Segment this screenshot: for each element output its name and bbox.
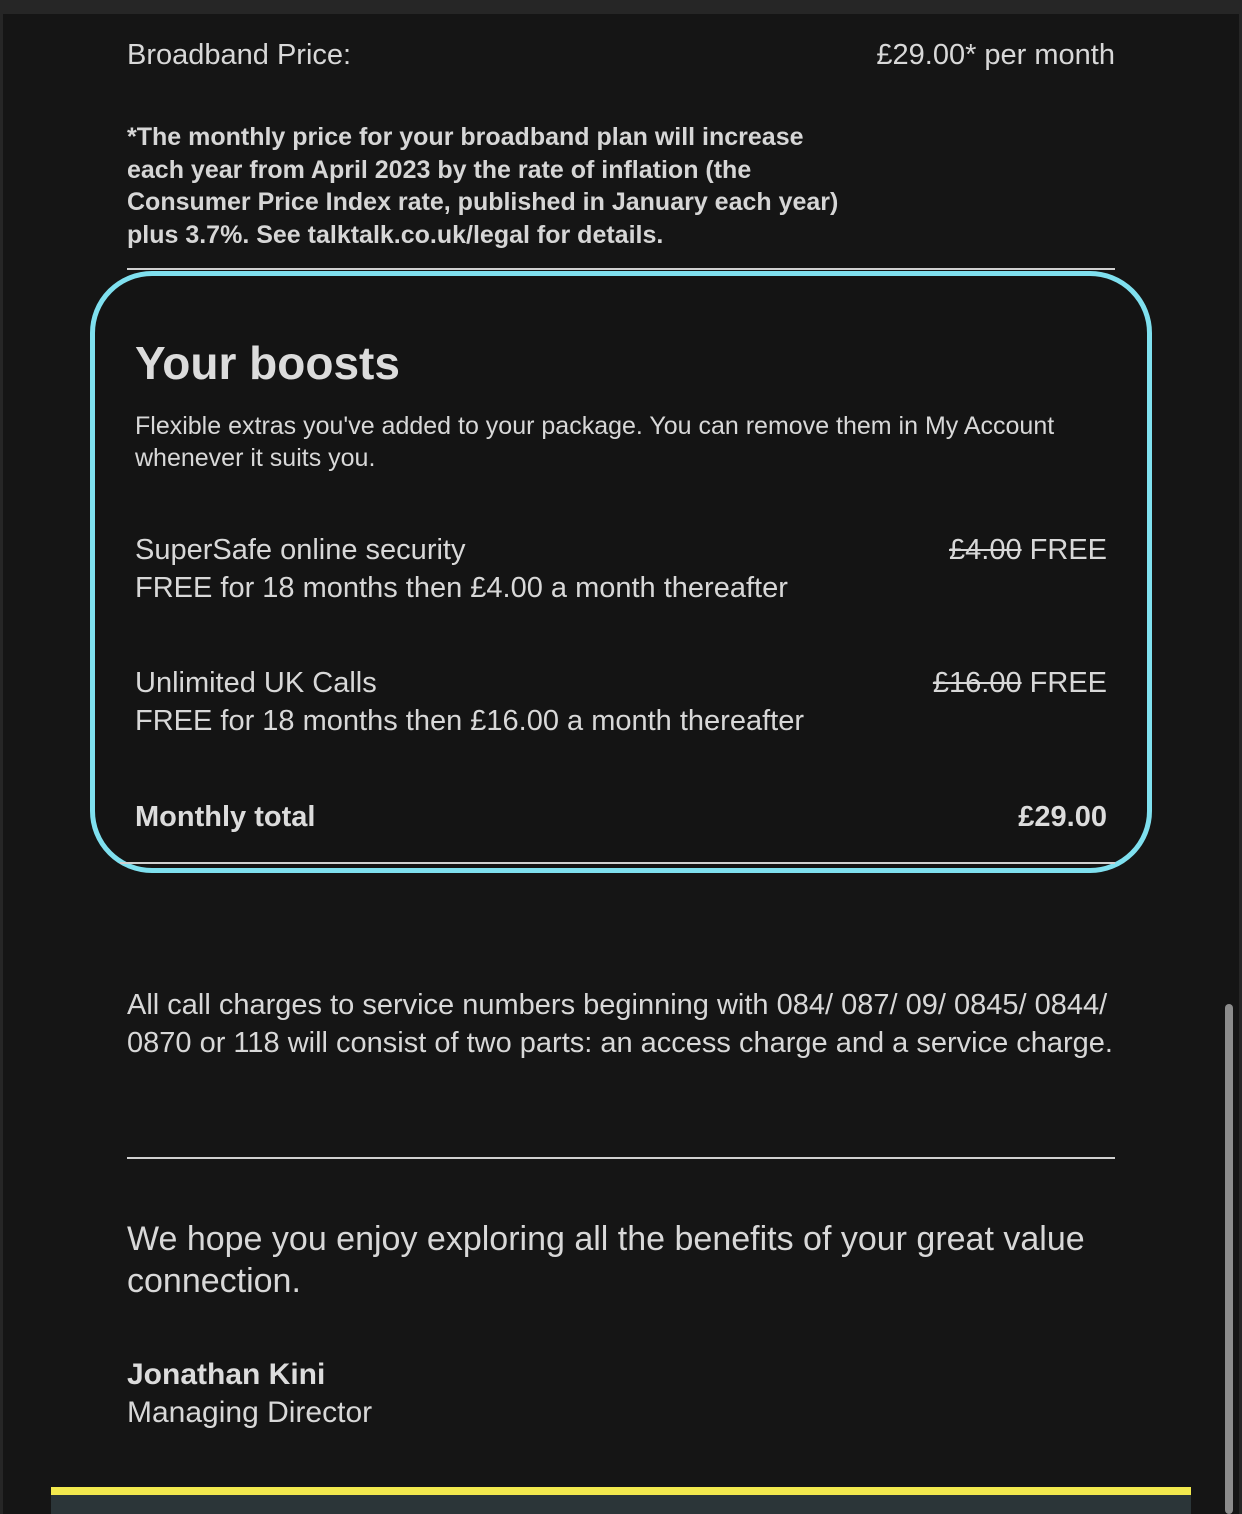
- monthly-total-row: [135, 798, 1107, 836]
- boost-item: [135, 664, 1107, 740]
- monthly-total-label: Monthly total: [135, 801, 316, 833]
- boosts-description: Flexible extras you've added to your package. You can remove them in My Account whenever it suits you.: [135, 412, 1055, 472]
- scrollbar-thumb[interactable]: [1225, 1004, 1233, 1514]
- closing-message: We hope you enjoy exploring all the benefits of your great value connection.: [127, 1220, 1085, 1300]
- boost-item: [135, 531, 1107, 607]
- signer-role: Managing Director: [127, 1396, 373, 1429]
- broadband-price-value: £29.00* per month: [876, 39, 1115, 71]
- footer-accent-stripe: [51, 1487, 1191, 1495]
- signer-name: Jonathan Kini: [127, 1358, 326, 1391]
- monthly-total-value: £29.00: [1018, 801, 1107, 833]
- left-border: [0, 0, 3, 1514]
- boost-price: [949, 531, 1107, 569]
- boost-name: Unlimited UK Calls: [135, 667, 377, 699]
- boosts-title: Your boosts: [135, 337, 400, 389]
- divider: [127, 1157, 1115, 1159]
- boost-name: SuperSafe online security: [135, 534, 466, 566]
- price-disclaimer: *The monthly price for your broadband plan will increase each year from April 2023 by the rate of inflation (the Consumer Price Index rate, published in January each year) plus 3.7%. See talktalk.co.uk/legal for details.: [127, 123, 839, 249]
- top-toolbar-edge: [0, 0, 1242, 14]
- call-charges-note: All call charges to service numbers beginning with 084/ 087/ 09/ 0845/ 0844/ 0870 or 118 will consist of two parts: an access charge and a service charge.: [127, 989, 1113, 1059]
- boost-old-price: £4.00: [949, 534, 1022, 566]
- boost-price: [933, 664, 1107, 702]
- boost-current-price: FREE: [1029, 534, 1107, 566]
- divider: [120, 862, 1115, 864]
- broadband-price-label: Broadband Price:: [127, 39, 352, 71]
- boost-current-price: FREE: [1029, 667, 1107, 699]
- divider: [127, 268, 1115, 270]
- boost-note: FREE for 18 months then £16.00 a month thereafter: [135, 705, 804, 737]
- footer-banner: [51, 1487, 1191, 1514]
- boost-note: FREE for 18 months then £4.00 a month thereafter: [135, 572, 788, 604]
- boost-old-price: £16.00: [932, 667, 1022, 699]
